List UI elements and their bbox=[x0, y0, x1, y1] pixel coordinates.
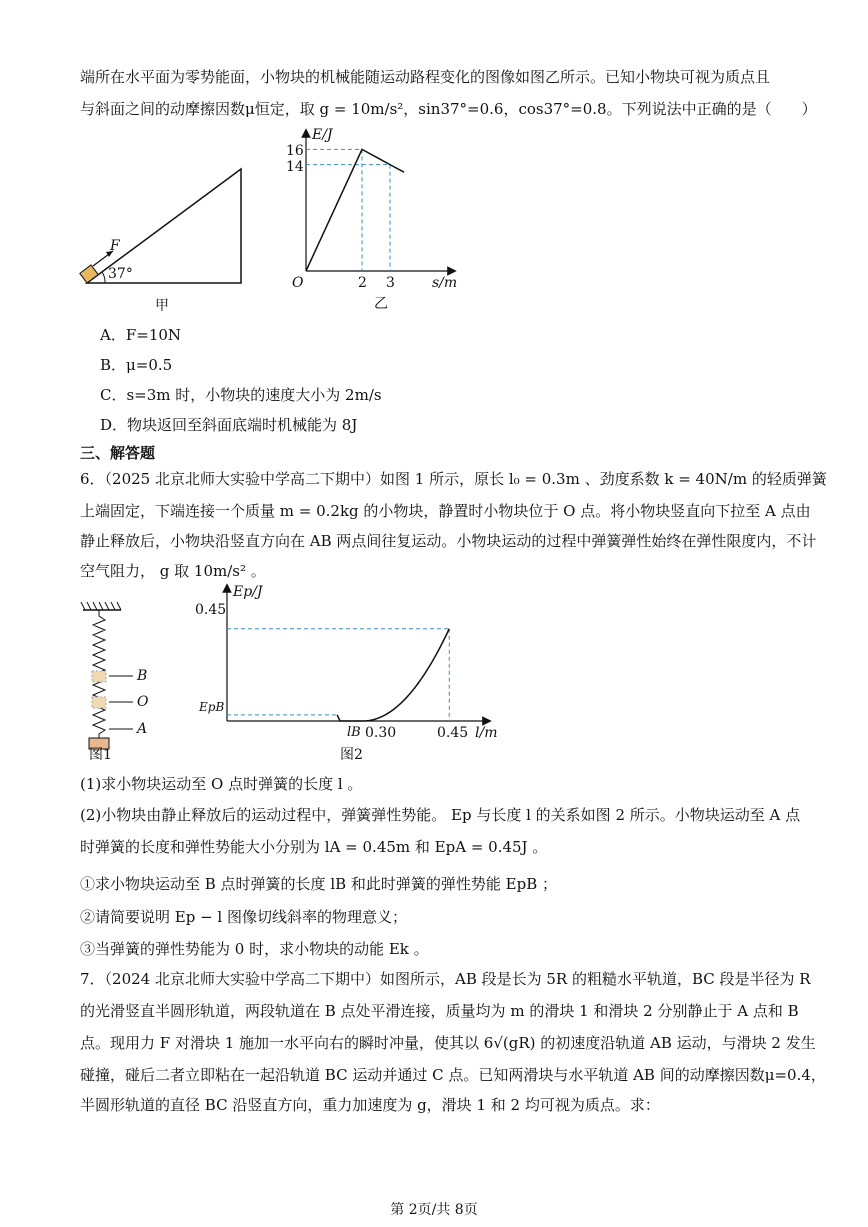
x-tick-3: 3 bbox=[386, 275, 395, 291]
caption-yi: 乙 bbox=[374, 296, 388, 312]
x-tick-lb: lB bbox=[347, 725, 361, 740]
label-o: O bbox=[137, 694, 149, 710]
figure-2 bbox=[195, 580, 505, 765]
q7-line-1: 7．（2024 北京北师大实验中学高二下期中）如图所示，AB 段是长为 5R 的粗糙水平轨道，BC 段是半径为 R bbox=[80, 970, 811, 988]
incline-diagram bbox=[75, 160, 255, 310]
x-tick-2: 2 bbox=[358, 275, 367, 291]
option-a: A．F=10N bbox=[100, 326, 182, 344]
option-c: C．s=3m 时，小物块的速度大小为 2m/s bbox=[100, 386, 382, 404]
page-footer: 第 2页/共 8页 bbox=[390, 1202, 478, 1218]
label-b: B bbox=[137, 668, 148, 684]
ep-curve bbox=[337, 629, 449, 721]
origin-label: O bbox=[292, 275, 304, 291]
y-tick-14: 14 bbox=[286, 159, 304, 175]
figure-yi bbox=[280, 125, 470, 315]
q7-line-3: 点。现用力 F 对滑块 1 施加一水平向右的瞬时冲量，使其以 6√(gR) 的初速度沿轨道 AB 运动，与滑块 2 发生 bbox=[80, 1034, 816, 1052]
q7-line-2: 的光滑竖直半圆形轨道，两段轨道在 B 点处平滑连接，质量均为 m 的滑块 1 和滑块 2 分别静止于 A 点和 B bbox=[80, 1002, 799, 1020]
q6-part-2b: 时弹簧的长度和弹性势能大小分别为 lA = 0.45m 和 EpA = 0.45J 。 bbox=[80, 838, 548, 856]
intro-line-2: 与斜面之间的动摩擦因数μ恒定，取 g = 10m/s²，sin37°=0.6，cos37°=0.8。下列说法中正确的是（ ） bbox=[80, 100, 817, 118]
q6-part-2-3: ③当弹簧的弹性势能为 0 时，求小物块的动能 Ek 。 bbox=[80, 940, 429, 958]
q6-part-2: (2)小物块由静止释放后的运动过程中，弹簧弹性势能。 Ep 与长度 l 的关系如图 2 所示。小物块运动至 A 点 bbox=[80, 806, 801, 824]
force-label: F bbox=[110, 238, 120, 254]
x-tick-045: 0.45 bbox=[437, 725, 469, 741]
l-axis-label: l/m bbox=[475, 725, 498, 741]
caption-fig1: 图1 bbox=[89, 747, 112, 763]
x-axis-label: s/m bbox=[432, 275, 458, 291]
q6-line-2: 上端固定，下端连接一个质量 m = 0.2kg 的小物块，静置时小物块位于 O 点。将小物块竖直向下拉至 A 点由 bbox=[80, 502, 811, 520]
q6-part-1: (1)求小物块运动至 O 点时弹簧的长度 l 。 bbox=[80, 775, 363, 793]
figure-jia bbox=[75, 160, 255, 314]
q7-line-5: 半圆形轨道的直径 BC 沿竖直方向，重力加速度为 g，滑块 1 和 2 均可视为质点。求： bbox=[80, 1096, 660, 1114]
caption-jia: 甲 bbox=[155, 298, 169, 314]
spring-diagram bbox=[75, 596, 165, 761]
option-d: D．物块返回至斜面底端时机械能为 8J bbox=[100, 416, 358, 434]
y-tick-16: 16 bbox=[286, 143, 304, 159]
q7-line-4: 碰撞，碰后二者立即粘在一起沿轨道 BC 运动并通过 C 点。已知两滑块与水平轨道 AB 间的动摩擦因数μ=0.4， bbox=[80, 1066, 826, 1084]
q6-part-2-1: ①求小物块运动至 B 点时弹簧的长度 lB 和此时弹簧的弹性势能 EpB ； bbox=[80, 875, 558, 893]
y-axis-label: E/J bbox=[312, 127, 333, 143]
energy-curve bbox=[306, 149, 404, 271]
section-heading: 三、解答题 bbox=[80, 444, 156, 462]
label-a: A bbox=[137, 721, 148, 737]
x-tick-030: 0.30 bbox=[365, 725, 397, 741]
q6-line-3: 静止释放后，小物块沿竖直方向在 AB 两点间往复运动。小物块运动的过程中弹簧弹性始终在弹性限度内，不计 bbox=[80, 532, 817, 550]
ep-axis-label: Ep/J bbox=[233, 584, 263, 600]
y-tick-epb: EpB bbox=[199, 700, 225, 714]
caption-fig2: 图2 bbox=[340, 747, 363, 763]
figure-1 bbox=[75, 596, 165, 761]
intro-line-1: 端所在水平面为零势能面，小物块的机械能随运动路程变化的图像如图乙所示。已知小物块可视为质点且 bbox=[80, 68, 771, 86]
q6-line-1: 6．（2025 北京北师大实验中学高二下期中）如图 1 所示，原长 l₀ = 0.3m 、劲度系数 k = 40N/m 的轻质弹簧 bbox=[80, 470, 827, 488]
y-tick-045: 0.45 bbox=[195, 602, 227, 618]
option-b: B．μ=0.5 bbox=[100, 356, 173, 374]
q6-part-2-2: ②请简要说明 Ep − l 图像切线斜率的物理意义； bbox=[80, 908, 407, 926]
angle-label: 37° bbox=[108, 266, 133, 282]
q6-line-4: 空气阻力， g 取 10m/s² 。 bbox=[80, 562, 266, 580]
